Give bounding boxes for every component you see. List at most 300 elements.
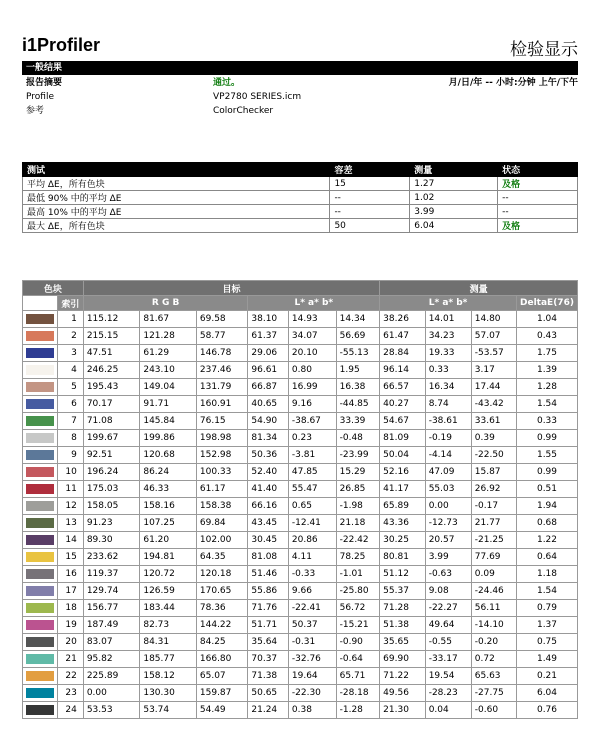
cell-tb: 16.38 [336,379,380,396]
color-swatch [26,688,54,698]
cell-b: 69.58 [196,311,248,328]
table-row [23,549,578,566]
cell-i: 16 [58,566,84,583]
color-swatch [26,365,54,375]
cell-ml: 28.84 [380,345,426,362]
color-swatch-cell [23,311,58,328]
cell-tl: 21.24 [248,702,289,719]
cell-tb: -1.98 [336,498,380,515]
cell-g: 130.30 [140,685,197,702]
cell-tb: -15.21 [336,617,380,634]
cell-b: 54.49 [196,702,248,719]
cell-tl: 51.46 [248,566,289,583]
color-swatch-cell [23,345,58,362]
cell-g: 53.74 [140,702,197,719]
cell-i: 23 [58,685,84,702]
color-swatch-cell [23,702,58,719]
cell-g: 158.16 [140,498,197,515]
color-swatch-cell [23,362,58,379]
summary-measured: 3.99 [410,205,498,219]
cell-g: 120.68 [140,447,197,464]
cell-tl: 41.40 [248,481,289,498]
cell-ta: -0.33 [288,566,336,583]
summary-status: -- [498,205,578,219]
cell-tb: -25.80 [336,583,380,600]
cell-i: 6 [58,396,84,413]
cell-ta: -3.81 [288,447,336,464]
cell-mb: 14.80 [471,311,516,328]
cell-g: 183.44 [140,600,197,617]
cell-i: 14 [58,532,84,549]
color-swatch-cell [23,413,58,430]
cell-ma: -22.27 [425,600,471,617]
summary-test: 最大 ΔE，所有色块 [23,219,330,233]
summary-table [22,162,578,233]
color-swatch [26,603,54,613]
cell-b: 84.25 [196,634,248,651]
cell-i: 4 [58,362,84,379]
cell-tb: 1.95 [336,362,380,379]
color-swatch [26,705,54,715]
cell-de: 0.33 [516,413,577,430]
reference-name: ColorChecker [213,106,274,116]
summary-status: -- [498,191,578,205]
swatch-header [23,296,58,311]
cell-de: 1.54 [516,396,577,413]
cell-de: 1.94 [516,498,577,515]
cell-g: 194.81 [140,549,197,566]
col-index: 索引 [58,296,84,311]
cell-r: 225.89 [83,668,140,685]
col-rgb: R G B [83,296,248,311]
cell-ta: 14.93 [288,311,336,328]
cell-i: 22 [58,668,84,685]
cell-g: 121.28 [140,328,197,345]
cell-ma: -4.14 [425,447,471,464]
cell-mb: 56.11 [471,600,516,617]
summary-tolerance: 15 [330,177,410,191]
cell-i: 18 [58,600,84,617]
cell-mb: 33.61 [471,413,516,430]
cell-ma: 19.54 [425,668,471,685]
color-swatch-cell [23,549,58,566]
cell-b: 76.15 [196,413,248,430]
cell-ml: 49.56 [380,685,426,702]
color-swatch [26,399,54,409]
cell-r: 195.43 [83,379,140,396]
cell-ml: 69.90 [380,651,426,668]
cell-tl: 30.45 [248,532,289,549]
col-status: 状态 [498,163,578,177]
cell-mb: 0.39 [471,430,516,447]
cell-ta: -0.31 [288,634,336,651]
cell-tl: 70.37 [248,651,289,668]
cell-b: 69.84 [196,515,248,532]
cell-ta: 0.65 [288,498,336,515]
color-swatch [26,467,54,477]
table-row [23,702,578,719]
cell-ma: -12.73 [425,515,471,532]
color-swatch-cell [23,600,58,617]
cell-tl: 40.65 [248,396,289,413]
cell-i: 10 [58,464,84,481]
cell-tb: -0.48 [336,430,380,447]
cell-i: 17 [58,583,84,600]
cell-mb: 65.63 [471,668,516,685]
info-row-profile [26,91,578,104]
cell-ml: 21.30 [380,702,426,719]
color-swatch [26,416,54,426]
cell-r: 158.05 [83,498,140,515]
color-swatch-cell [23,447,58,464]
cell-ta: 19.64 [288,668,336,685]
cell-r: 246.25 [83,362,140,379]
cell-i: 13 [58,515,84,532]
table-row [23,685,578,702]
color-swatch-cell [23,498,58,515]
summary-row [23,191,578,205]
col-test: 测试 [23,163,330,177]
color-swatch [26,535,54,545]
cell-tb: 26.85 [336,481,380,498]
cell-de: 1.75 [516,345,577,362]
pass-status: 通过。 [213,78,241,88]
table-row [23,600,578,617]
cell-r: 199.67 [83,430,140,447]
cell-i: 24 [58,702,84,719]
cell-ml: 51.38 [380,617,426,634]
cell-tb: -1.28 [336,702,380,719]
cell-de: 0.99 [516,464,577,481]
table-row [23,464,578,481]
cell-mb: 3.17 [471,362,516,379]
cell-de: 1.22 [516,532,577,549]
cell-de: 0.79 [516,600,577,617]
color-swatch-cell [23,651,58,668]
cell-ma: 20.57 [425,532,471,549]
cell-ta: 4.11 [288,549,336,566]
table-row [23,634,578,651]
cell-g: 126.59 [140,583,197,600]
cell-r: 196.24 [83,464,140,481]
cell-ta: 16.99 [288,379,336,396]
cell-b: 64.35 [196,549,248,566]
cell-i: 5 [58,379,84,396]
color-swatch-cell [23,464,58,481]
cell-de: 0.64 [516,549,577,566]
cell-i: 8 [58,430,84,447]
cell-r: 47.51 [83,345,140,362]
info-row-reference [26,105,578,118]
cell-mb: -24.46 [471,583,516,600]
cell-tb: 56.72 [336,600,380,617]
cell-de: 1.04 [516,311,577,328]
cell-b: 152.98 [196,447,248,464]
cell-ma: -28.23 [425,685,471,702]
table-row [23,396,578,413]
cell-g: 84.31 [140,634,197,651]
cell-de: 6.04 [516,685,577,702]
cell-mb: 17.44 [471,379,516,396]
cell-i: 12 [58,498,84,515]
color-swatch [26,484,54,494]
cell-r: 95.82 [83,651,140,668]
cell-ma: -38.61 [425,413,471,430]
cell-b: 78.36 [196,600,248,617]
app-title: i1Profiler [22,35,101,55]
cell-tl: 43.45 [248,515,289,532]
color-swatch-cell [23,617,58,634]
color-swatch [26,671,54,681]
color-swatch-cell [23,566,58,583]
cell-ta: -22.41 [288,600,336,617]
cell-ma: 0.04 [425,702,471,719]
table-row [23,668,578,685]
cell-r: 115.12 [83,311,140,328]
cell-ml: 61.47 [380,328,426,345]
summary-test: 最高 10% 中的平均 ΔE [23,205,330,219]
cell-tb: -22.42 [336,532,380,549]
color-swatch [26,382,54,392]
cell-ma: 8.74 [425,396,471,413]
cell-b: 166.80 [196,651,248,668]
cell-ma: 55.03 [425,481,471,498]
summary-tolerance: -- [330,191,410,205]
table-row [23,447,578,464]
cell-mb: -14.10 [471,617,516,634]
cell-i: 15 [58,549,84,566]
cell-mb: 0.72 [471,651,516,668]
cell-r: 53.53 [83,702,140,719]
color-swatch [26,314,54,324]
cell-tl: 35.64 [248,634,289,651]
table-row [23,566,578,583]
color-swatch [26,586,54,596]
cell-ma: 49.64 [425,617,471,634]
color-swatch-cell [23,668,58,685]
cell-b: 237.46 [196,362,248,379]
cell-tl: 52.40 [248,464,289,481]
cell-b: 58.77 [196,328,248,345]
cell-tl: 61.37 [248,328,289,345]
cell-ml: 30.25 [380,532,426,549]
cell-r: 119.37 [83,566,140,583]
cell-r: 129.74 [83,583,140,600]
cell-b: 102.00 [196,532,248,549]
cell-i: 7 [58,413,84,430]
cell-ml: 43.36 [380,515,426,532]
group-patch: 色块 [23,281,84,296]
cell-de: 0.43 [516,328,577,345]
cell-g: 86.24 [140,464,197,481]
cell-ta: 55.47 [288,481,336,498]
cell-mb: -22.50 [471,447,516,464]
cell-b: 100.33 [196,464,248,481]
cell-tl: 71.38 [248,668,289,685]
cell-i: 20 [58,634,84,651]
cell-tb: -0.64 [336,651,380,668]
cell-tl: 81.08 [248,549,289,566]
color-swatch-cell [23,430,58,447]
cell-ma: 3.99 [425,549,471,566]
cell-tb: -0.90 [336,634,380,651]
cell-mb: 0.09 [471,566,516,583]
color-swatch [26,450,54,460]
cell-r: 187.49 [83,617,140,634]
cell-de: 0.68 [516,515,577,532]
cell-mb: 21.77 [471,515,516,532]
cell-ml: 81.09 [380,430,426,447]
color-swatch-cell [23,583,58,600]
cell-ta: 0.38 [288,702,336,719]
table-row [23,379,578,396]
cell-tb: 14.34 [336,311,380,328]
summary-tolerance: 50 [330,219,410,233]
summary-row [23,219,578,233]
cell-ta: -38.67 [288,413,336,430]
cell-de: 1.28 [516,379,577,396]
group-measured: 测量 [380,281,578,296]
table-row [23,328,578,345]
color-swatch [26,501,54,511]
col-tolerance: 容差 [330,163,410,177]
cell-mb: -43.42 [471,396,516,413]
cell-tb: -44.85 [336,396,380,413]
cell-tb: -28.18 [336,685,380,702]
cell-b: 65.07 [196,668,248,685]
col-lab-target: L* a* b* [248,296,380,311]
cell-ml: 54.67 [380,413,426,430]
cell-g: 185.77 [140,651,197,668]
cell-ma: 34.23 [425,328,471,345]
cell-mb: -0.17 [471,498,516,515]
cell-de: 1.55 [516,447,577,464]
cell-g: 46.33 [140,481,197,498]
color-swatch [26,552,54,562]
cell-g: 158.12 [140,668,197,685]
general-results-bar: 一般结果 [22,61,578,75]
cell-ml: 96.14 [380,362,426,379]
cell-tl: 54.90 [248,413,289,430]
cell-ta: -22.30 [288,685,336,702]
cell-tl: 55.86 [248,583,289,600]
cell-tb: -55.13 [336,345,380,362]
table-row [23,345,578,362]
color-swatch [26,348,54,358]
cell-r: 71.08 [83,413,140,430]
cell-de: 1.39 [516,362,577,379]
cell-b: 131.79 [196,379,248,396]
summary-status: 及格 [498,219,578,233]
cell-g: 199.86 [140,430,197,447]
color-swatch-cell [23,634,58,651]
cell-i: 9 [58,447,84,464]
col-lab-measured: L* a* b* [380,296,517,311]
cell-ml: 65.89 [380,498,426,515]
cell-ma: -0.19 [425,430,471,447]
cell-ta: 0.23 [288,430,336,447]
cell-g: 243.10 [140,362,197,379]
cell-ml: 35.65 [380,634,426,651]
cell-r: 91.23 [83,515,140,532]
cell-ta: 9.16 [288,396,336,413]
cell-tl: 50.36 [248,447,289,464]
cell-mb: 57.07 [471,328,516,345]
summary-test: 最低 90% 中的平均 ΔE [23,191,330,205]
cell-tl: 38.10 [248,311,289,328]
cell-de: 1.18 [516,566,577,583]
cell-mb: -0.60 [471,702,516,719]
color-swatch-cell [23,685,58,702]
cell-tb: 21.18 [336,515,380,532]
cell-i: 19 [58,617,84,634]
cell-ta: -32.76 [288,651,336,668]
summary-measured: 1.27 [410,177,498,191]
cell-mb: -27.75 [471,685,516,702]
table-row [23,362,578,379]
summary-test: 平均 ΔE，所有色块 [23,177,330,191]
cell-i: 11 [58,481,84,498]
cell-b: 198.98 [196,430,248,447]
color-swatch-cell [23,396,58,413]
patch-table [22,280,578,719]
summary-tolerance: -- [330,205,410,219]
cell-b: 144.22 [196,617,248,634]
table-row [23,617,578,634]
cell-ml: 71.28 [380,600,426,617]
color-swatch [26,518,54,528]
cell-tb: 33.39 [336,413,380,430]
cell-r: 83.07 [83,634,140,651]
cell-tb: 65.71 [336,668,380,685]
cell-ma: -33.17 [425,651,471,668]
cell-r: 233.62 [83,549,140,566]
cell-de: 0.99 [516,430,577,447]
color-swatch [26,569,54,579]
color-swatch [26,637,54,647]
cell-ma: 0.33 [425,362,471,379]
cell-i: 3 [58,345,84,362]
date-time: 月/日/年 -- 小时:分钟 上午/下午 [448,78,578,88]
group-target: 目标 [83,281,379,296]
table-row [23,413,578,430]
cell-ta: 34.07 [288,328,336,345]
cell-r: 156.77 [83,600,140,617]
cell-ml: 55.37 [380,583,426,600]
cell-i: 2 [58,328,84,345]
summary-status: 及格 [498,177,578,191]
cell-mb: -0.20 [471,634,516,651]
cell-tl: 50.65 [248,685,289,702]
cell-ma: 16.34 [425,379,471,396]
cell-b: 146.78 [196,345,248,362]
table-row [23,583,578,600]
cell-g: 61.20 [140,532,197,549]
cell-i: 21 [58,651,84,668]
cell-mb: 77.69 [471,549,516,566]
cell-r: 92.51 [83,447,140,464]
cell-b: 61.17 [196,481,248,498]
cell-tl: 51.71 [248,617,289,634]
summary-row [23,205,578,219]
cell-ml: 80.81 [380,549,426,566]
cell-r: 70.17 [83,396,140,413]
cell-mb: -21.25 [471,532,516,549]
cell-ta: 20.10 [288,345,336,362]
table-row [23,651,578,668]
info-label: 参考 [26,106,45,116]
table-row [23,515,578,532]
